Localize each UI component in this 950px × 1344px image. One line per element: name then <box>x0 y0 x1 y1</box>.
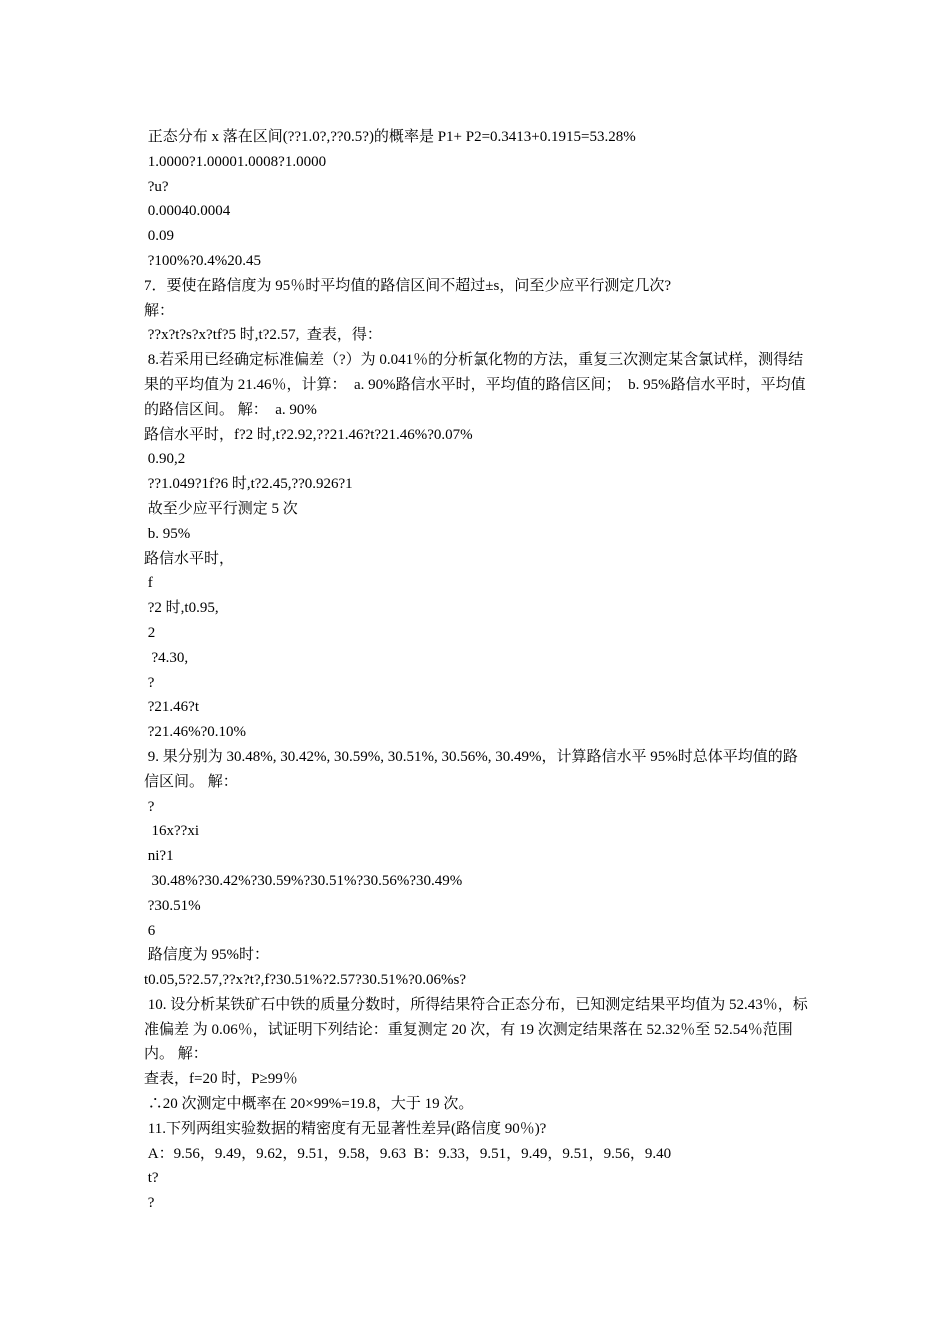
text-line: ? <box>144 798 155 815</box>
text-line: 30.48%?30.42%?30.59%?30.51%?30.56%?30.49% <box>144 872 463 889</box>
text-line: 2 <box>144 624 156 641</box>
text-line: b. 95% <box>144 525 191 542</box>
question-7: 7．要使在路信度为 95％时平均值的路信区间不超过±s，问至少应平行测定几次? <box>144 277 671 294</box>
text-line: 解： <box>144 302 175 319</box>
text-line: ?21.46%?0.10% <box>144 724 247 741</box>
question-11: 11.下列两组实验数据的精密度有无显著性差异(路信度 90％)? <box>144 1120 547 1137</box>
text-line: ?u? <box>144 178 169 195</box>
text-line: ∴20 次测定中概率在 20×99%=19.8，大于 19 次。 <box>144 1096 474 1113</box>
text-line: 路信度为 95%时： <box>144 947 269 964</box>
question-8: 8.若采用已经确定标准偏差（?）为 0.041％的分析氯化物的方法，重复三次测定某含氯试样，测得结果的平均值为 21.46％，计算： a. 90%路信水平时，平均值的路信区间； b. 95%路信水平时，平均值的路信区间。 解： a. 90% <box>144 352 806 418</box>
question-9: 9. 果分别为 30.48%, 30.42%, 30.59%, 30.51%, 30.56%, 30.49%，计算路信水平 95%时总体平均值的路信区间。 解： <box>144 748 798 790</box>
text-line: ?2 时,t0.95, <box>144 600 219 617</box>
text-line: 查表，f=20 时，P≥99％ <box>144 1071 298 1088</box>
text-line: 16x??xi <box>144 823 199 840</box>
text-line: ?4.30, <box>144 649 189 666</box>
text-line: ??1.049?1f?6 时,t?2.45,??0.926?1 <box>144 476 353 493</box>
text-line: ? <box>144 674 155 691</box>
text-line: ?30.51% <box>144 897 201 914</box>
text-line: f <box>144 575 153 592</box>
text-line: ?21.46?t <box>144 699 199 716</box>
text-line: 0.09 <box>144 228 174 245</box>
text-line: 路信水平时， <box>144 550 235 567</box>
text-line: 0.90,2 <box>144 451 186 468</box>
text-line: ?100%?0.4%20.45 <box>144 252 262 269</box>
text-line: 路信水平时，f?2 时,t?2.92,??21.46?t?21.46%?0.07% <box>144 426 473 443</box>
text-line: 0.00040.0004 <box>144 203 231 220</box>
document-page <box>144 125 808 1216</box>
text-line: 正态分布 x 落在区间(??1.0?,??0.5?)的概率是 P1+ P2=0.3413+0.1915=53.28% <box>144 129 636 145</box>
text-line: A：9.56，9.49，9.62，9.51，9.58，9.63 B：9.33，9.51，9.49，9.51，9.56，9.40 <box>144 1145 672 1162</box>
text-line: 6 <box>144 922 156 939</box>
text-line: 故至少应平行测定 5 次 <box>144 500 298 517</box>
text-line: t? <box>144 1170 159 1187</box>
text-line: t0.05,5?2.57,??x?t?,f?30.51%?2.57?30.51%?0.06%s? <box>144 972 466 989</box>
text-line: 1.0000?1.00001.0008?1.0000 <box>144 153 327 170</box>
question-10: 10. 设分析某铁矿石中铁的质量分数时，所得结果符合正态分布，已知测定结果平均值为 52.43％，标准偏差 为 0.06％，试证明下列结论：重复测定 20 次，有 19 次测定结果落在 52.32％至 52.54％范围内。 解： <box>144 996 808 1063</box>
text-line: ??x?t?s?x?tf?5 时,t?2.57, 查表，得： <box>144 327 382 344</box>
text-line: ? <box>144 1195 155 1212</box>
text-line: ni?1 <box>144 848 174 865</box>
